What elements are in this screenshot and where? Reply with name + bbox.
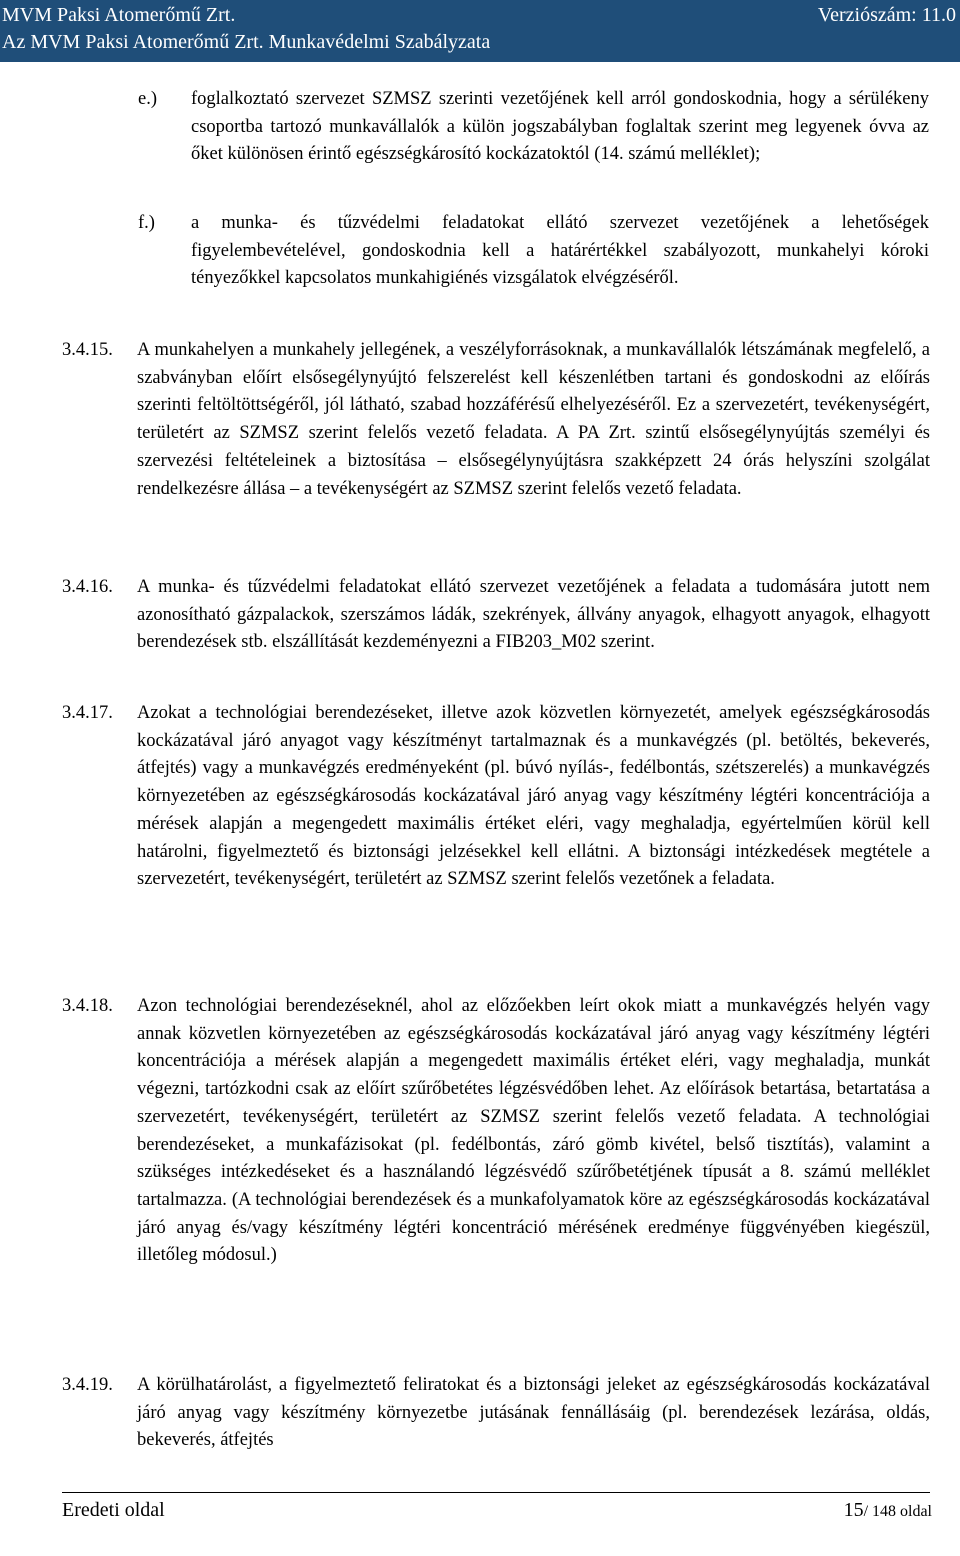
total-pages: / 148 oldal bbox=[863, 1503, 932, 1520]
section-3-4-15 bbox=[62, 337, 930, 503]
section-text: A körülhatárolást, a figyelmeztető feliratokat és a biztonsági jeleket az egészségkárosodás kockázatával járó anyag vagy készítmény környezetbe jutásának fennállásáig (pl. berendezések lezárása, oldás, bekeverés, átfejtés bbox=[137, 1375, 930, 1451]
footer-original-page: Eredeti oldal bbox=[62, 1499, 165, 1521]
section-3-4-18 bbox=[62, 993, 930, 1270]
list-item-text: foglalkoztató szervezet SZMSZ szerinti vezetőjének kell arról gondoskodnia, hogy a sérülékeny csoportba tartozó munkavállalók a külön jogszabályban foglaltak szerint meg legyenek óvva az őket különösen érintő egészségkárosító kockázatoktól (14. számú melléklet); bbox=[191, 89, 929, 165]
list-item-e bbox=[138, 86, 929, 169]
section-text: Azokat a technológiai berendezéseket, illetve azok közvetlen környezetét, amelyek egészségkárosodás kockázatával járó anyagot vagy készítményt tartalmaznak és a munkavégzés (pl. betöltés, bekeverés, átfejtés) vagy a munkavégzés eredményeként (pl. búvó nyílás-, fedélbontás, szétszerelés) a munkavégzés környezetében az egészségkárosodás kockázatával járó anyag vagy készítmény légtéri koncentrációja a mérések alapján a megengedett maximális értéket eléri, vagy meghaladja, egyértelműen körül kell határolni, figyelmeztető és biztonsági jelzésekkel kell ellátni. A biztonsági intézkedések megtétele a szervezetért, tevékenységért, területért az SZMSZ szerint felelős vezetőnek a feladata. bbox=[137, 703, 930, 890]
current-page: 15 bbox=[843, 1499, 864, 1521]
section-number: 3.4.16. bbox=[62, 577, 113, 597]
section-3-4-16 bbox=[62, 574, 930, 657]
section-number: 3.4.17. bbox=[62, 703, 113, 723]
section-number: 3.4.15. bbox=[62, 340, 113, 360]
section-3-4-17 bbox=[62, 700, 930, 894]
version-number: Verziószám: 11.0 bbox=[817, 4, 956, 26]
section-3-4-19 bbox=[62, 1372, 930, 1455]
section-text: Azon technológiai berendezéseknél, ahol az előzőekben leírt okok miatt a munkavégzés helyén vagy annak közvetlen környezetében az egészségkárosodás kockázatával járó anyag vagy készítmény légtéri koncentrációja a mérések alapján a megengedett maximális értéket eléri, vagy meghaladja, munkát végezni, tartózkodni csak az előírt szűrőbetétes légzésvédőben lehet. Az előírások betartása, betartatása a szervezetért, tevékenységért, területért az SZMSZ szerint felelős vezető feladata. A technológiai berendezéseket, a munkafázisokat (pl. fedélbontás, záró gömb kivétel, belső tisztítás), valamint a szükséges intézkedéseket és a használandó légzésvédő szűrőbetétjének típusát a 8. számú melléklet tartalmazza. (A technológiai berendezések és a munkafolyamatok köre az egészségkárosodás kockázatával járó anyag és/vagy készítmény légtéri koncentráció mérésének eredménye függvényében kiegészül, illetőleg módosul.) bbox=[137, 996, 930, 1266]
list-item-label: e.) bbox=[138, 89, 157, 109]
section-number: 3.4.19. bbox=[62, 1375, 113, 1395]
document-footer bbox=[62, 1492, 932, 1521]
section-text: A munkahelyen a munkahely jellegének, a veszélyforrásoknak, a munkavállalók létszámának megfelelő, a szabványban előírt elsősegélynyújtó felszerelést kell készenlétben tartani és gondoskodni az előírás szerinti feltöltöttségéről, jól látható, szabad hozzáférésű elhelyezéséről. Ez a szervezetért, tevékenységért, területért az SZMSZ szerint felelős vezető feladata. A PA Zrt. szintű elsősegélynyújtás személyi és szervezési feltételeinek a biztosítása – elsősegélynyújtásra szakképzett 24 órás helyszíni szolgálat rendelkezésre állása – a tevékenységért az SZMSZ szerint felelős vezető feladata. bbox=[137, 340, 930, 499]
document-title: Az MVM Paksi Atomerőmű Zrt. Munkavédelmi Szabályzata bbox=[2, 31, 491, 53]
list-item-label: f.) bbox=[138, 213, 155, 233]
list-item-text: a munka- és tűzvédelmi feladatokat ellátó szervezet vezetőjének a lehetőségek figyelembevételével, gondoskodnia kell a határértékkel szabályozott, munkahelyi kóroki tényezőkkel kapcsolatos munkahigiénés vizsgálatok elvégzéséről. bbox=[191, 213, 929, 289]
page-number bbox=[844, 1499, 932, 1522]
section-text: A munka- és tűzvédelmi feladatokat ellátó szervezet vezetőjének a feladata a tudomására jutott nem azonosítható gázpalackok, szerszámos ládák, szekrények, állvány anyagok, elhagyott anyagok, elhagyott berendezések stb. elszállítását kezdeményezni a FIB203_M02 szerint. bbox=[137, 577, 930, 653]
section-number: 3.4.18. bbox=[62, 996, 113, 1016]
document-header bbox=[0, 0, 960, 62]
company-name: MVM Paksi Atomerőmű Zrt. bbox=[2, 4, 236, 26]
list-item-f bbox=[138, 210, 929, 293]
